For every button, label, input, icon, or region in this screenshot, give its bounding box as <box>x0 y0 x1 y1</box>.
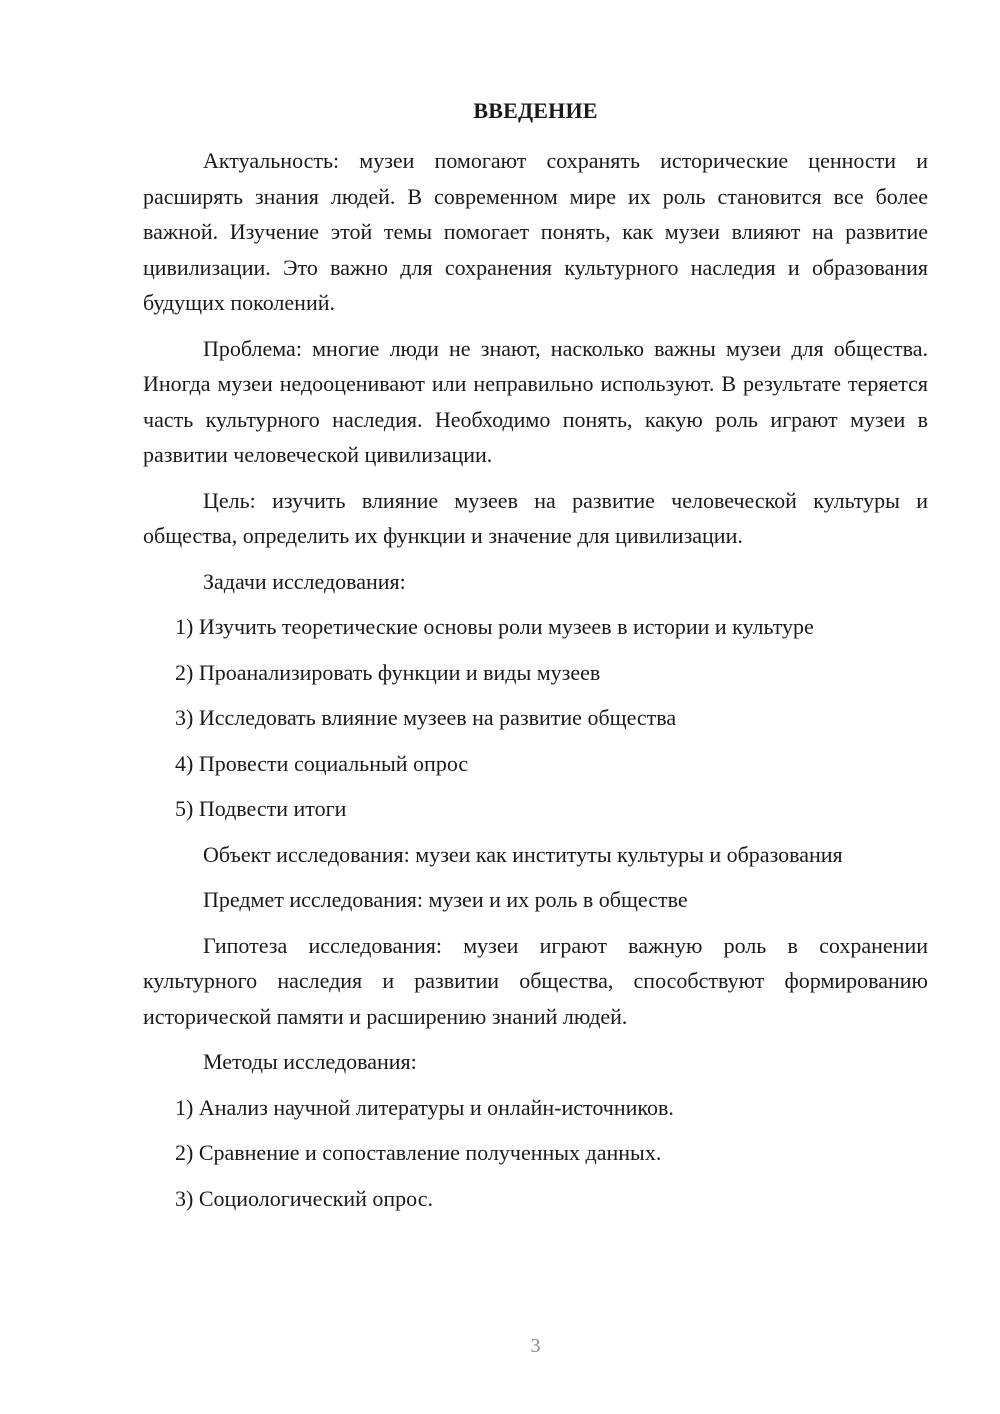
page-number: 3 <box>530 1335 541 1357</box>
task-item: 3) Исследовать влияние музеев на развитие общества <box>175 705 677 730</box>
problem-paragraph: Проблема: многие люди не знают, насколько важны музеи для общества. Иногда музеи недооценивают или неправильно используют. В результате теряется часть культурного наследия. Необходимо понять, какую роль играют музеи в развитии человеческой цивилизации. <box>143 335 928 467</box>
task-item: 1) Изучить теоретические основы роли музеев в истории и культуре <box>175 614 814 639</box>
object-paragraph: Объект исследования: музеи как институты культуры и образования <box>203 841 843 867</box>
goal-paragraph: Цель: изучить влияние музеев на развитие человеческой культуры и общества, определить их функции и значение для цивилизации. <box>143 487 928 548</box>
task-item: 5) Подвести итоги <box>175 796 347 821</box>
page-heading: ВВЕДЕНИЕ <box>473 98 598 123</box>
document-page <box>143 0 928 1414</box>
hypothesis-paragraph: Гипотеза исследования: музеи играют важную роль в сохранении культурного наследия и развитии общества, способствуют формированию исторической памяти и расширению знаний людей. <box>143 932 928 1029</box>
method-item: 1) Анализ научной литературы и онлайн-источников. <box>175 1094 674 1120</box>
methods-title: Методы исследования: <box>203 1049 417 1074</box>
method-item: 2) Сравнение и сопоставление полученных данных. <box>175 1140 662 1165</box>
task-item: 4) Провести социальный опрос <box>175 750 469 776</box>
document-body <box>143 143 928 1226</box>
method-item: 3) Социологический опрос. <box>175 1185 433 1211</box>
tasks-title: Задачи исследования: <box>203 568 406 594</box>
task-item: 2) Проанализировать функции и виды музеев <box>175 659 601 685</box>
relevance-paragraph: Актуальность: музеи помогают сохранять исторические ценности и расширять знания людей. В современном мире их роль становится все более важной. Изучение этой темы помогает понять, как музеи влияют на развитие цивилизации. Это важно для сохранения культурного наследия и образования будущих поколений. <box>143 148 928 315</box>
subject-paragraph: Предмет исследования: музеи и их роль в обществе <box>203 887 688 912</box>
